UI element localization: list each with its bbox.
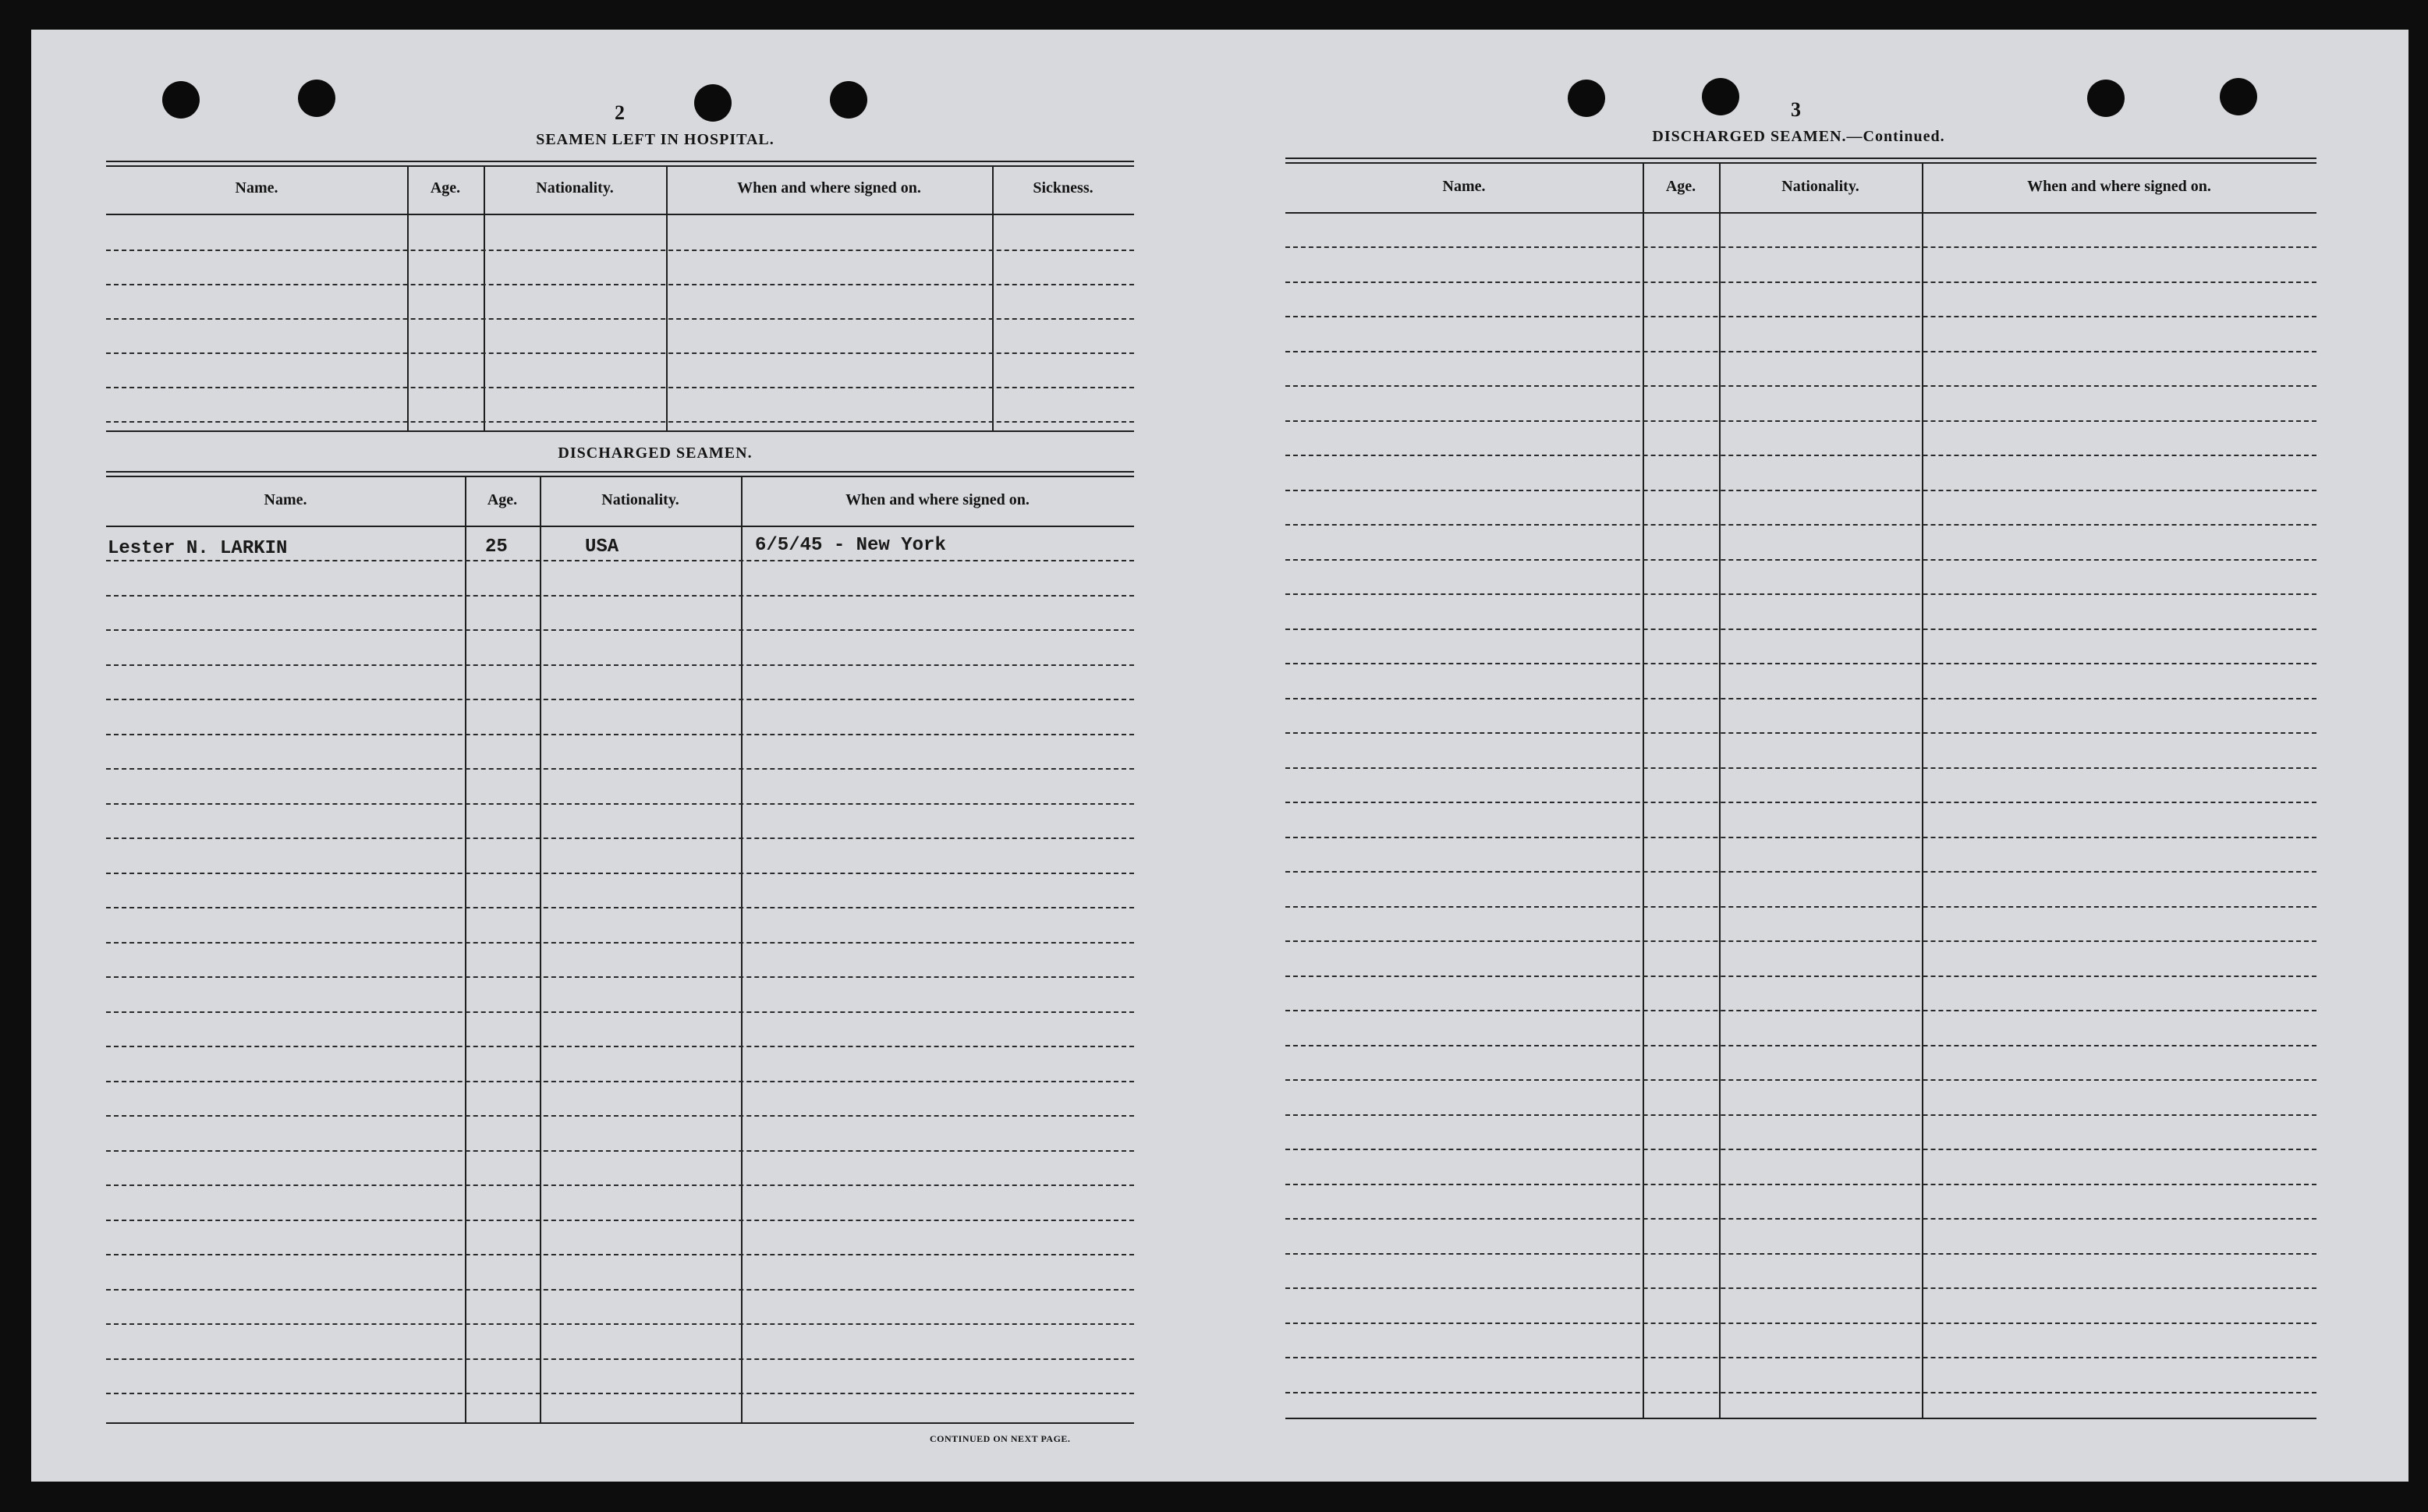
entry-line [106,1011,1134,1013]
entry-line [1285,837,2316,838]
punch-hole [694,84,732,122]
entry-line [106,1220,1134,1221]
entry-line [1285,490,2316,491]
entry-line [106,907,1134,908]
table-rule [106,1422,1134,1424]
entry-line [1285,767,2316,769]
entry-line [106,803,1134,805]
entry-line [1285,559,2316,561]
entry-line [106,768,1134,770]
entry-line [1285,1010,2316,1011]
column-divider [465,477,466,1422]
entry-line [106,873,1134,874]
seaman-name: Lester N. LARKIN [108,538,288,559]
entry-line [1285,1253,2316,1255]
page-number: 2 [615,101,625,124]
entry-line [106,421,1134,423]
table-rule [106,161,1134,162]
column-divider [741,477,743,1422]
column-divider [540,477,541,1422]
entry-line [1285,1149,2316,1150]
punch-hole [298,80,335,117]
entry-line [106,352,1134,354]
column-divider [484,167,485,430]
column-header-age: Age. [487,491,518,508]
column-divider [666,167,668,430]
entry-line [106,250,1134,251]
entry-line [106,629,1134,631]
punch-hole [2220,78,2257,115]
entry-line [1285,976,2316,977]
entry-line [1285,593,2316,595]
column-header-signed-on: When and where signed on. [845,491,1030,508]
column-header-age: Age. [1665,178,1696,195]
column-divider [407,167,409,430]
entry-line [106,699,1134,700]
punch-hole [1702,78,1739,115]
table-rule [1285,1418,2316,1419]
entry-line [1285,802,2316,803]
entry-line [1285,629,2316,630]
entry-line [1285,940,2316,942]
seaman-age: 25 [485,536,508,558]
table-rule [1285,162,2316,164]
column-header-age: Age. [430,179,461,197]
column-header-signed-on: When and where signed on. [737,179,921,197]
entry-line [1285,663,2316,664]
entry-line [1285,1392,2316,1393]
entry-line [1285,1184,2316,1185]
punch-hole [2087,80,2125,117]
discharged-section-title: DISCHARGED SEAMEN. [558,444,753,462]
column-header-nationality: Nationality. [536,179,614,197]
table-rule [106,430,1134,432]
column-header-name: Name. [1442,178,1486,195]
punch-hole [162,81,200,119]
entry-line [106,318,1134,320]
entry-line [1285,385,2316,387]
column-header-sickness: Sickness. [1033,179,1093,197]
continued-note: CONTINUED ON NEXT PAGE. [930,1433,1071,1444]
column-header-nationality: Nationality. [1781,178,1859,195]
entry-line [106,734,1134,735]
seaman-nationality: USA [585,536,619,558]
entry-line [106,1081,1134,1082]
entry-line [1285,282,2316,283]
entry-line [1285,732,2316,734]
entry-line [1285,1218,2316,1220]
entry-line [106,942,1134,944]
punch-hole [830,81,867,119]
entry-line [1285,871,2316,873]
entry-line [106,284,1134,285]
table-rule [1285,212,2316,214]
entry-line [1285,1045,2316,1046]
entry-line [1285,455,2316,456]
document-sheet [31,30,2409,1482]
entry-line [106,1393,1134,1394]
punch-hole [1568,80,1605,117]
entry-line [1285,316,2316,317]
discharged-continued-title: DISCHARGED SEAMEN.—Continued. [1652,128,1945,145]
seaman-signed-on: 6/5/45 - New York [755,535,946,556]
entry-line [106,595,1134,597]
entry-line [106,664,1134,666]
table-rule [1285,158,2316,159]
table-rule [106,471,1134,473]
entry-line [106,1150,1134,1152]
entry-line [1285,246,2316,248]
entry-line [106,560,1134,561]
entry-line [1285,1114,2316,1116]
entry-line [1285,1079,2316,1081]
entry-line [106,1184,1134,1186]
entry-line [1285,524,2316,526]
table-rule [106,526,1134,527]
entry-line [1285,1357,2316,1358]
entry-line [1285,1323,2316,1324]
entry-line [1285,1287,2316,1289]
column-header-signed-on: When and where signed on. [2027,178,2211,195]
entry-line [106,1254,1134,1255]
entry-line [106,1289,1134,1291]
entry-line [106,1046,1134,1047]
column-header-name: Name. [264,491,307,508]
entry-line [1285,698,2316,699]
table-rule [106,165,1134,167]
entry-line [1285,420,2316,422]
entry-line [106,1358,1134,1360]
column-divider [992,167,994,430]
entry-line [106,837,1134,839]
entry-line [106,976,1134,978]
hospital-section-title: SEAMEN LEFT IN HOSPITAL. [536,131,774,148]
column-header-name: Name. [235,179,278,197]
entry-line [106,387,1134,388]
column-header-nationality: Nationality. [601,491,679,508]
entry-line [106,1115,1134,1117]
page-number: 3 [1791,98,1801,121]
entry-line [1285,906,2316,908]
table-rule [106,214,1134,215]
entry-line [1285,351,2316,352]
table-rule [106,476,1134,477]
entry-line [106,1323,1134,1325]
